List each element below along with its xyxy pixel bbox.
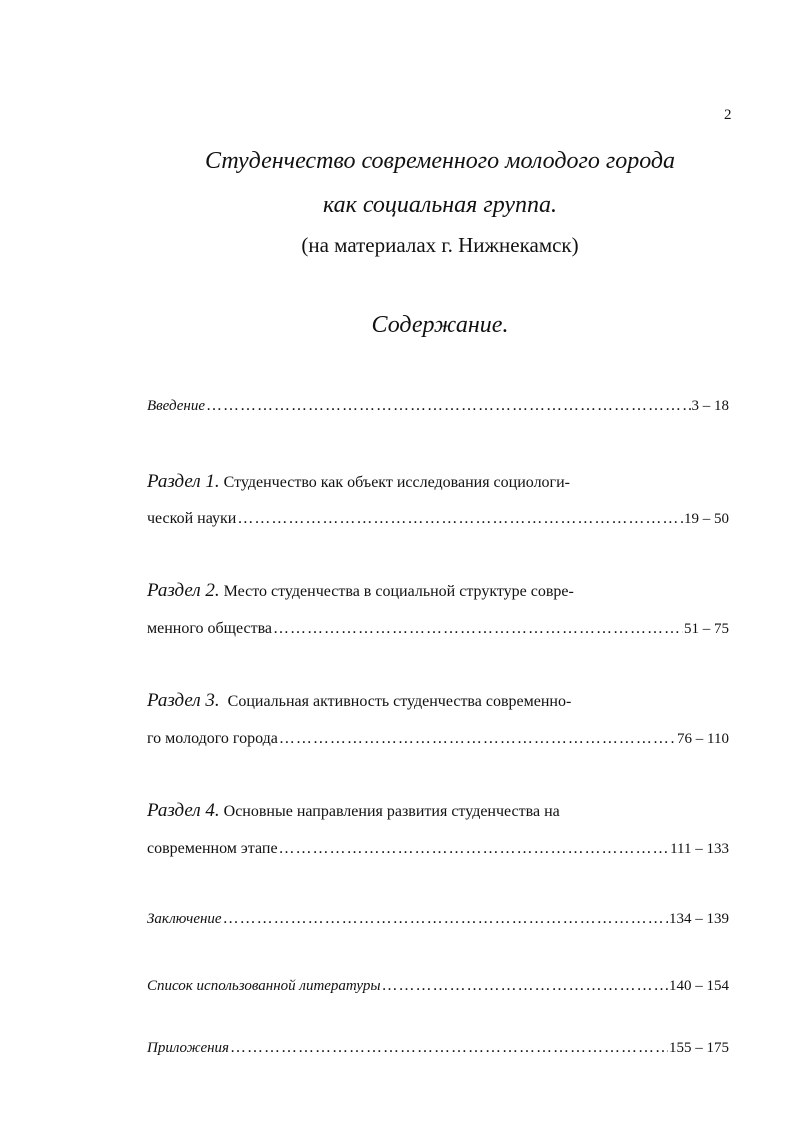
toc-entry-intro[interactable] — [147, 397, 729, 415]
toc-entry-appendices[interactable] — [147, 1039, 729, 1057]
toc-entry-section-1[interactable] — [147, 471, 729, 493]
section-tag: Раздел 3. — [147, 690, 220, 711]
contents-heading: Содержание. — [371, 312, 509, 338]
dot-leader — [279, 840, 670, 858]
toc-entry-pages: 111 – 133 — [670, 841, 729, 857]
dot-leader — [237, 510, 683, 528]
toc-entry-pages: 140 – 154 — [669, 978, 729, 994]
section-title-line-1: Студенчество как объект исследования социологи- — [223, 474, 571, 491]
section-title-line-1: Основные направления развития студенчества на — [223, 803, 560, 820]
dot-leader — [273, 620, 683, 638]
dot-leader — [230, 1039, 668, 1057]
toc-entry-bibliography[interactable] — [147, 977, 729, 995]
toc-entry-pages: 76 – 110 — [677, 731, 729, 747]
toc-entry-label: Заключение — [147, 911, 222, 927]
toc-entry-label: Введение — [147, 398, 205, 414]
page-number: 2 — [724, 107, 732, 123]
toc-entry-label: Список использованной литературы — [147, 978, 381, 994]
document-subtitle: (на материалах г. Нижнекамск) — [301, 233, 579, 257]
section-tag: Раздел 1. — [147, 471, 220, 492]
toc-entry-pages: 51 – 75 — [684, 621, 729, 637]
toc-entry-section-2[interactable] — [147, 580, 729, 602]
dot-leader — [279, 730, 676, 748]
dot-leader — [206, 397, 691, 415]
toc-entry-section-4[interactable] — [147, 800, 729, 822]
section-title-line-1: Место студенчества в социальной структуре совре- — [223, 583, 574, 600]
dot-leader — [223, 910, 668, 928]
toc-entry-pages: 134 – 139 — [669, 911, 729, 927]
toc-entry-section-1-continued[interactable] — [147, 510, 729, 528]
toc-entry-section-2-continued[interactable] — [147, 620, 729, 638]
document-title-line-2: как социальная группа. — [322, 192, 558, 218]
toc-entry-pages: 3 – 18 — [691, 398, 729, 414]
toc-entry-conclusion[interactable] — [147, 910, 729, 928]
section-title-line-2: го молодого города — [147, 730, 278, 747]
toc-entry-pages: 19 – 50 — [684, 511, 729, 527]
section-title-line-2: современном этапе — [147, 840, 278, 857]
dot-leader — [382, 977, 668, 995]
toc-entry-section-4-continued[interactable] — [147, 840, 729, 858]
section-title-line-1: Социальная активность студенчества современно- — [227, 693, 572, 710]
toc-entry-section-3[interactable] — [147, 690, 729, 712]
section-tag: Раздел 2. — [147, 580, 220, 601]
section-title-line-2: ческой науки — [147, 510, 237, 527]
toc-entry-pages: 155 – 175 — [669, 1040, 729, 1056]
toc-entry-label: Приложения — [147, 1040, 230, 1056]
section-title-line-2: менного общества — [147, 620, 273, 637]
toc-entry-section-3-continued[interactable] — [147, 730, 729, 748]
section-tag: Раздел 4. — [147, 800, 220, 821]
document-title-line-1: Студенчество современного молодого города — [204, 148, 676, 174]
